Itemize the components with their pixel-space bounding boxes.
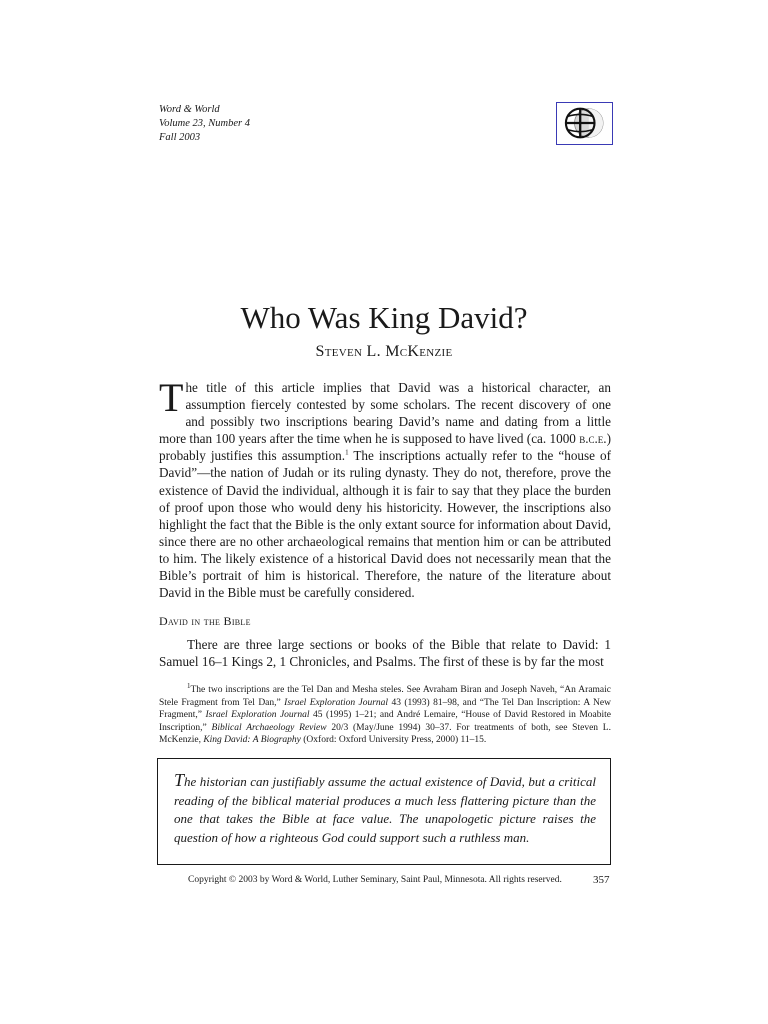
journal-volume: Volume 23, Number 4 [159, 118, 250, 129]
article-title: Who Was King David? [240, 300, 528, 335]
article-author: Steven L. McKenzie [315, 343, 453, 360]
drop-cap: T [159, 375, 184, 420]
footnote: $^1$The two inscriptions are the Tel Dan and Mesha steles. See Avraham Biran and Joseph Naveh, “An Aramaic Stele Fragment from Tel Dan,” Israel Exploration Journal 43 (1993) 81–98, and “The Tel Dan Inscription: A New Fragment,” Israel Exploration Journal 45 (1995) 1–21; and André Lemaire, “House of David Restored in Moabite Inscription,” Biblical Archaeology Review 20/3 (May/June 1994) 30–37. For treatments of both, see Steven L. McKenzie, King David: A Biography (Oxford: Oxford University Press, 2000) 11–15. [159, 681, 611, 746]
intro-paragraph: The title of this article implies that David was a historical character, an assumption fiercely contested by some scholars. The recent discovery of one and possibly two inscriptions bearing David’s name and dating from a little more than 100 years after the time when he is supposed to have lived (ca. 1000 b.c.e.) probably justifies this assumption.$^1$ The inscriptions actually refer to the “house of David”—the nation of Judah or its ruling dynasty. They do not, therefore, prove the existence of David the individual, although it is fair to say that they place the burden of proof upon those who would deny his historicity. However, the inscriptions also highlight the fact that the Bible is the only extant source for information about David, since there are no other archaeological remains that mention him or can be attributed to him. The likely existence of a historical David does not necessarily mean that the Bible’s portrait of him is historical. Therefore, the nature of the literature about David in the Bible must be carefully considered. [159, 375, 611, 601]
pull-quote: The historian can justifiably assume the actual existence of David, but a critical reading of the biblical material produces a much less flattering picture than the one that takes the Bible at face value. The unapologetic picture raises the question of how a righteous God could support such a ruthless man. [157, 758, 611, 865]
section-paragraph: There are three large sections or books of the Bible that relate to David: 1 Samuel 16–1 Kings 2, 1 Chronicles, and Psalms. The first of these is by far the most [159, 637, 611, 670]
footnote-ref[interactable]: 1 [345, 448, 349, 457]
era-abbreviation: b.c.e. [579, 431, 607, 447]
section-heading: David in the Bible [159, 614, 251, 628]
journal-logo-icon [556, 102, 613, 145]
copyright-notice: Copyright © 2003 by Word & World, Luther Seminary, Saint Paul, Minnesota. All rights reserved. [188, 875, 562, 885]
footnote-number: 1 [187, 681, 191, 690]
journal-name: Word & World [159, 104, 220, 115]
page-number: 357 [593, 874, 610, 886]
journal-season: Fall 2003 [159, 132, 201, 143]
journal-meta [159, 103, 250, 145]
